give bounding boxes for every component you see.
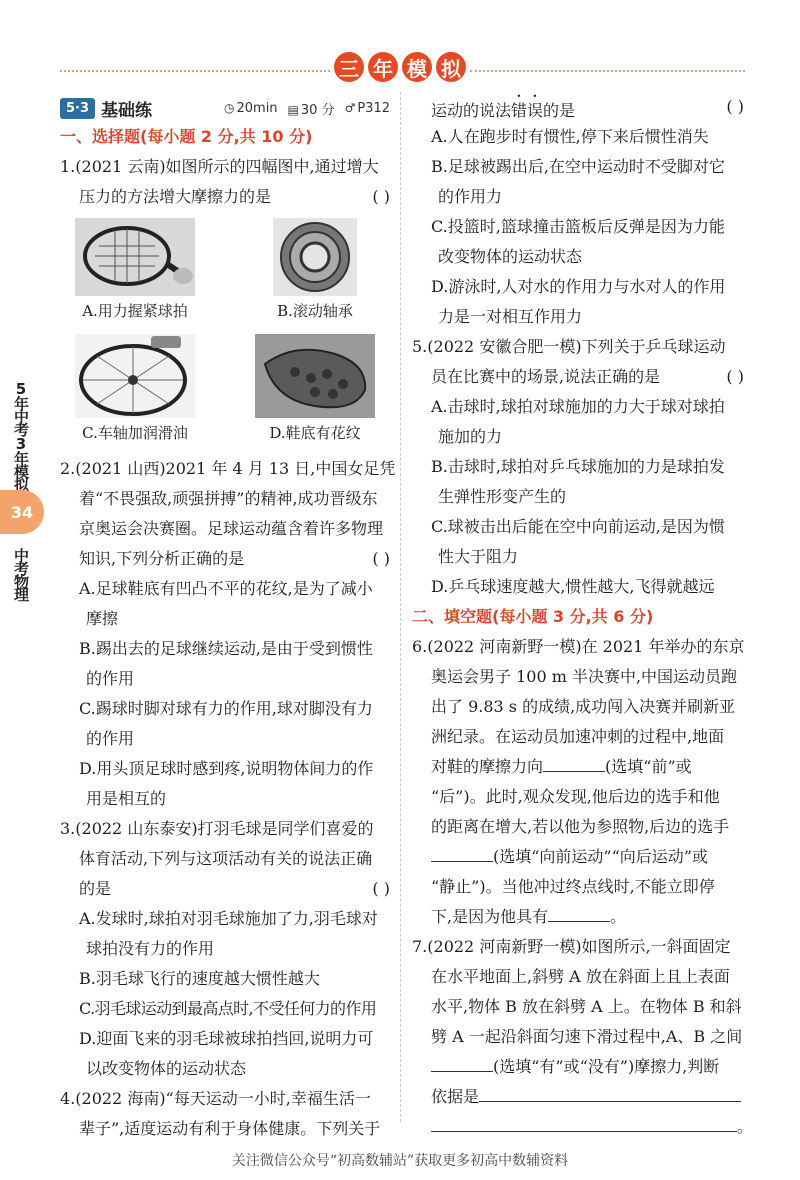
option-line: 力是一对相互作用力 bbox=[438, 307, 583, 326]
question-line: 1.(2021 云南)如图所示的四幅图中,通过增大 bbox=[60, 157, 379, 176]
option-line: D.用头顶足球时感到疼,说明物体间力的作 bbox=[79, 759, 374, 778]
option-line: A.发球时,球拍对羽毛球施加了力,羽毛球对 bbox=[79, 909, 378, 928]
option-line: B.击球时,球拍对乒乓球施加的力是球拍发 bbox=[431, 457, 725, 476]
option-line: 的作用 bbox=[86, 669, 135, 688]
shoe-sole-image bbox=[255, 334, 375, 418]
page-sidebar bbox=[0, 380, 44, 630]
question-line: 洲纪录。在运动员加速冲刺的过程中,地面 bbox=[431, 727, 725, 746]
question-line: 7.(2022 河南新野一模)如图所示,一斜面固定 bbox=[412, 937, 731, 956]
figure-row bbox=[60, 218, 390, 326]
question-line: 出了 9.83 s 的成绩,成功闯入决赛并刷新亚 bbox=[431, 697, 736, 716]
question-line: 水平,物体 B 放在斜劈 A 上。在物体 B 和斜 bbox=[431, 997, 742, 1016]
answer-blank[interactable] bbox=[431, 1053, 493, 1072]
answer-ref: P312 bbox=[357, 100, 390, 116]
question-line bbox=[412, 752, 744, 782]
clock-icon: ◷ bbox=[224, 100, 235, 115]
option-line: 性大于阻力 bbox=[438, 547, 519, 566]
option-line: D.迎面飞来的羽毛球被球拍挡回,说明力可 bbox=[79, 1029, 374, 1048]
option-line: 施加的力 bbox=[438, 427, 503, 446]
option-line: 摩擦 bbox=[86, 609, 119, 628]
question-line bbox=[60, 874, 390, 904]
figure-row bbox=[60, 334, 390, 448]
footer-note: 关注微信公众号“初高数辅站”获取更多初高中数辅资料 bbox=[231, 1153, 569, 1169]
answer-ref-icon: ♂ bbox=[344, 100, 356, 115]
total-score: 30 分 bbox=[300, 102, 335, 118]
option-line: 球拍没有力的作用 bbox=[86, 939, 215, 958]
question-line bbox=[60, 544, 390, 574]
figure-caption: D.鞋底有花纹 bbox=[269, 424, 361, 442]
option-line: D.乒乓球速度越大,惯性越大,飞得就越远 bbox=[431, 577, 715, 596]
figure-c bbox=[70, 334, 200, 448]
section-title: 二、填空题(每小题 3 分,共 6 分) bbox=[412, 607, 654, 626]
question-line: 辈子”,适度运动有利于身体健康。下列关于 bbox=[79, 1119, 381, 1138]
option-line: B.足球被踢出后,在空中运动时不受脚对它 bbox=[431, 157, 725, 176]
question-line: 2.(2021 山西)2021 年 4 月 13 日,中国女足凭 bbox=[60, 459, 396, 478]
book-title: 5年中考3年模拟 bbox=[12, 380, 30, 490]
practice-header bbox=[60, 94, 390, 122]
column-divider bbox=[400, 92, 401, 1122]
question-text: 压力的方法增大摩擦力的是 bbox=[79, 187, 272, 206]
practice-meta bbox=[224, 99, 390, 118]
answer-blank[interactable] bbox=[548, 903, 610, 922]
answer-bracket: ( ) bbox=[372, 187, 390, 206]
option-line: 用是相互的 bbox=[86, 789, 167, 808]
score-icon: ▤ bbox=[287, 102, 299, 117]
bicycle-wheel-image bbox=[75, 334, 195, 418]
answer-bracket: ( ) bbox=[372, 879, 390, 898]
question-line bbox=[412, 362, 744, 392]
question-line: 体育活动,下列与这项活动有关的说法正确 bbox=[79, 849, 373, 868]
question-line: 京奥运会决赛圈。足球运动蕴含着许多物理 bbox=[79, 519, 384, 538]
question-text: 对鞋的摩擦力向 bbox=[431, 757, 544, 776]
option-line: C.踢球时脚对球有力的作用,球对脚没有力 bbox=[79, 699, 373, 718]
question-line: 3.(2022 山东泰安)打羽毛球是同学们喜爱的 bbox=[60, 819, 374, 838]
question-text: (选填“前”或 bbox=[605, 757, 692, 776]
option-line: 的作用力 bbox=[438, 187, 503, 206]
option-line: 的作用 bbox=[86, 729, 135, 748]
emphasized-text: 错误 bbox=[511, 101, 544, 120]
figure-a bbox=[70, 218, 200, 326]
question-line bbox=[412, 842, 744, 872]
answer-bracket: ( ) bbox=[372, 549, 390, 568]
option-line: 以改变物体的运动状态 bbox=[86, 1059, 247, 1078]
option-line: 生弹性形变产生的 bbox=[438, 487, 567, 506]
option-line: 改变物体的运动状态 bbox=[438, 247, 583, 266]
brand-char: 拟 bbox=[436, 52, 466, 82]
section-title: 一、选择题(每小题 2 分,共 10 分) bbox=[60, 127, 313, 146]
page-number: 34 bbox=[0, 490, 44, 534]
question-line bbox=[412, 92, 744, 122]
question-line: 4.(2022 海南)“每天运动一小时,幸福生活一 bbox=[60, 1089, 371, 1108]
answer-blank[interactable] bbox=[479, 1083, 741, 1102]
brand-logo bbox=[334, 52, 466, 86]
right-column bbox=[412, 92, 754, 1142]
question-text: (选填“向前运动”“向后运动”或 bbox=[493, 847, 708, 866]
time-limit: 20min bbox=[236, 100, 278, 116]
question-line: 在水平地面上,斜劈 A 放在斜面上且上表面 bbox=[431, 967, 730, 986]
question-line: 劈 A 一起沿斜面匀速下滑过程中,A、B 之间 bbox=[431, 1027, 743, 1046]
question-line bbox=[412, 902, 744, 932]
option-line: B.羽毛球飞行的速度越大惯性越大 bbox=[79, 969, 320, 988]
question-text: 的是 bbox=[79, 879, 112, 898]
brand-char: 三 bbox=[334, 52, 364, 82]
question-text: (选填“有”或“没有”)摩擦力,判断 bbox=[493, 1057, 720, 1076]
question-text: 知识,下列分析正确的是 bbox=[79, 549, 245, 568]
question-line: “后”)。此时,观众发现,他后边的选手和他 bbox=[431, 787, 720, 806]
option-line: A.足球鞋底有凹凸不平的花纹,是为了减小 bbox=[79, 579, 373, 598]
option-line: C.投篮时,篮球撞击篮板后反弹是因为力能 bbox=[431, 217, 725, 236]
header-dotted-line-left bbox=[60, 70, 330, 72]
roller-bearing-image bbox=[273, 218, 357, 296]
header-dotted-line-right bbox=[470, 70, 745, 72]
option-line: A.人在跑步时有惯性,停下来后惯性消失 bbox=[431, 127, 709, 146]
question-line bbox=[412, 1112, 754, 1142]
question-line: “静止”)。当他冲过终点线时,不能立即停 bbox=[431, 877, 715, 896]
question-line: 5.(2022 安徽合肥一模)下列关于乒乓球运动 bbox=[412, 337, 726, 356]
brand-char: 模 bbox=[402, 52, 432, 82]
question-text: 运动的说法 bbox=[431, 101, 512, 120]
brand-char: 年 bbox=[368, 52, 398, 82]
question-text: 。 bbox=[737, 1117, 754, 1136]
question-line: 奥运会男子 100 m 半决赛中,中国运动员跑 bbox=[431, 667, 738, 686]
question-line: 6.(2022 河南新野一模)在 2021 年举办的东京 bbox=[412, 637, 745, 656]
question-text: 下,是因为他具有 bbox=[431, 907, 549, 926]
practice-badge: 5·3 bbox=[60, 98, 95, 119]
option-line: C.球被击出后能在空中向前运动,是因为惯 bbox=[431, 517, 725, 536]
question-line bbox=[60, 182, 390, 212]
figure-caption: C.车轴加润滑油 bbox=[82, 424, 188, 442]
question-text: 的是 bbox=[543, 101, 576, 120]
question-line: 的距离在增大,若以他为参照物,后边的选手 bbox=[431, 817, 730, 836]
answer-blank[interactable] bbox=[431, 843, 493, 862]
question-text: 。 bbox=[610, 907, 627, 926]
figure-d bbox=[250, 334, 380, 448]
figure-b bbox=[250, 218, 380, 326]
option-line: A.击球时,球拍对球施加的力大于球对球拍 bbox=[431, 397, 725, 416]
figure-caption: A.用力握紧球拍 bbox=[82, 302, 188, 320]
answer-blank[interactable] bbox=[543, 753, 605, 772]
subject-label: 中考物理 bbox=[12, 548, 30, 600]
answer-blank[interactable] bbox=[431, 1113, 737, 1132]
option-line: C.羽毛球运动到最高点时,不受任何力的作用 bbox=[79, 999, 377, 1018]
answer-bracket: ( ) bbox=[726, 367, 744, 386]
question-line bbox=[412, 1052, 744, 1082]
answer-bracket: ( ) bbox=[726, 97, 744, 116]
option-line: B.踢出去的足球继续运动,是由于受到惯性 bbox=[79, 639, 373, 658]
option-line: D.游泳时,人对水的作用力与水对人的作用 bbox=[431, 277, 726, 296]
practice-title: 基础练 bbox=[101, 100, 153, 121]
question-line: 着“不畏强敌,顽强拼搏”的精神,成功晋级东 bbox=[79, 489, 378, 508]
question-line bbox=[412, 1082, 744, 1112]
figure-caption: B.滚动轴承 bbox=[277, 302, 353, 320]
left-column bbox=[60, 92, 396, 1144]
question-text: 员在比赛中的场景,说法正确的是 bbox=[431, 367, 661, 386]
question-text: 依据是 bbox=[431, 1087, 480, 1106]
tennis-racket-image bbox=[75, 218, 195, 296]
